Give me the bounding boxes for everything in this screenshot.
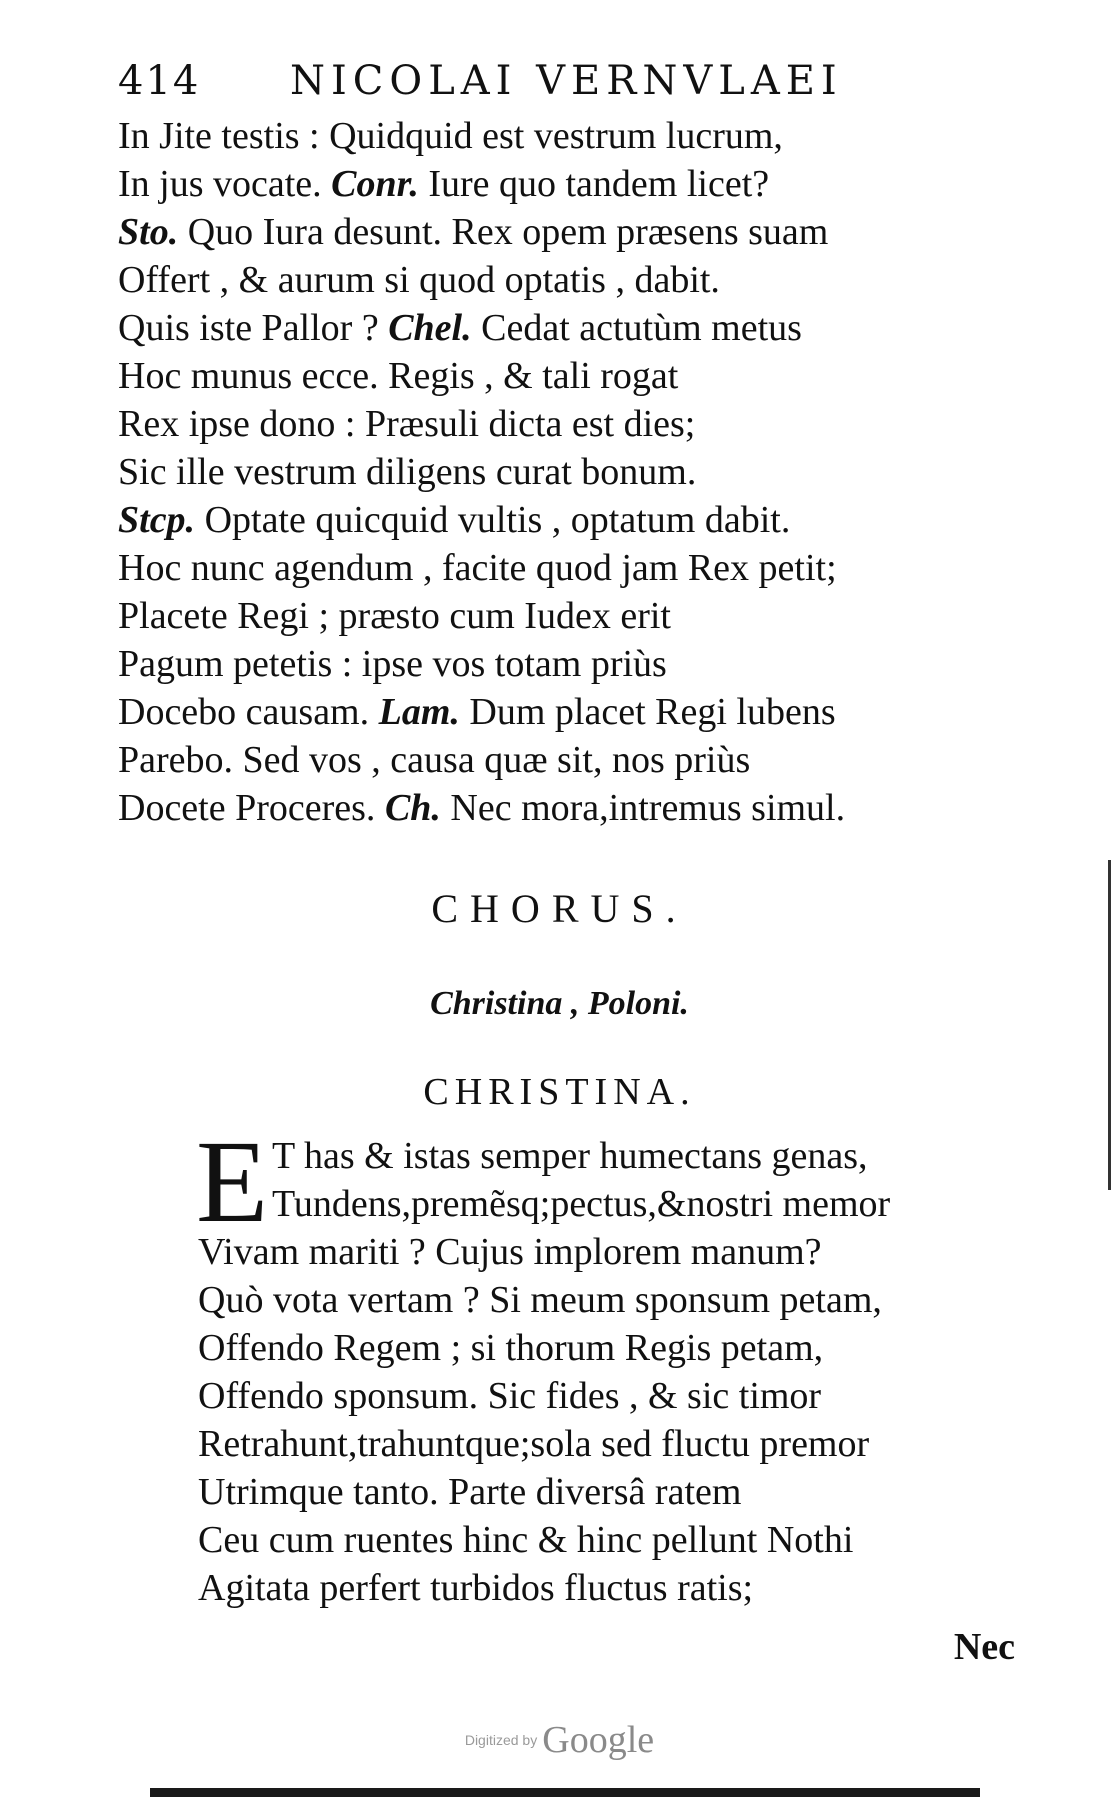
chorus-persons: Christina , Poloni. — [430, 985, 689, 1022]
page-edge-mark — [1108, 860, 1111, 1190]
watermark-prefix: Digitized by — [464, 1732, 538, 1748]
verse-line: T has & istas semper humectans genas, — [272, 1135, 868, 1177]
chorus-verse — [196, 1116, 1028, 1612]
verse-line: Docebo causam. Lam. Dum placet Regi lubens — [118, 691, 836, 733]
verse-line: Placete Regi ; præsto cum Iudex erit — [118, 595, 671, 637]
verse-line: Vivam mariti ? Cujus implorem manum? — [198, 1231, 822, 1273]
running-title: NICOLAI VERNVLAEI — [290, 58, 843, 104]
bottom-edge-rule — [150, 1788, 980, 1797]
verse-line: Quò vota vertam ? Si meum sponsum petam, — [198, 1279, 882, 1321]
speaker-label: Stcp. — [118, 499, 196, 541]
catchword: Nec — [953, 1626, 1015, 1668]
speaker-label: Sto. — [118, 211, 179, 253]
verse-line: Agitata perfert turbidos fluctus ratis; — [198, 1567, 754, 1609]
verse-line: In jus vocate. Conr. Iure quo tandem licet? — [118, 163, 770, 205]
verse-line: Offendo sponsum. Sic fides , & sic timor — [198, 1375, 822, 1417]
speaker-label: Lam. — [378, 691, 460, 733]
verse-line: Hoc nunc agendum , facite quod jam Rex petit; — [118, 547, 837, 589]
digitization-watermark — [0, 1718, 1119, 1762]
verse-line: Retrahunt,trahuntque;sola sed fluctu premor — [198, 1423, 870, 1465]
verse-line: Ceu cum ruentes hinc & hinc pellunt Nothi — [198, 1519, 854, 1561]
verse-line: Sto. Quo Iura desunt. Rex opem præsens suam — [118, 211, 829, 253]
verse-line: Utrimque tanto. Parte diversâ ratem — [198, 1471, 742, 1513]
verse-line: Offert , & aurum si quod optatis , dabit. — [118, 259, 720, 301]
verse-line: Docete Proceres. Ch. Nec mora,intremus simul. — [118, 787, 846, 829]
speaker-label: Ch. — [384, 787, 441, 829]
verse-line: Sic ille vestrum diligens curat bonum. — [118, 451, 697, 493]
verse-line: Rex ipse dono : Præsuli dicta est dies; — [118, 403, 696, 445]
verse-line: Quis iste Pallor ? Chel. Cedat actutùm metus — [118, 307, 802, 349]
page-header — [118, 58, 998, 118]
verse-line: Hoc munus ecce. Regis , & tali rogat — [118, 355, 679, 397]
speaker-label: Chel. — [388, 307, 472, 349]
verse-line: In Jite testis : Quidquid est vestrum lucrum, — [118, 115, 783, 157]
speaker-label: Conr. — [331, 163, 419, 205]
page-number: 414 — [118, 58, 201, 104]
verse-line: Parebo. Sed vos , causa quæ sit, nos priùs — [118, 739, 751, 781]
verse-line: Pagum petetis : ipse vos totam priùs — [118, 643, 667, 685]
verse-line: Stcp. Optate quicquid vultis , optatum dabit. — [118, 499, 791, 541]
google-logo: Google — [542, 1719, 655, 1761]
chorus-heading: CHORUS. — [431, 886, 688, 931]
drop-capital: E — [196, 1116, 269, 1247]
verse-line: Offendo Regem ; si thorum Regis petam, — [198, 1327, 824, 1369]
verse-line: Tundens,premẽsq;pectus,&nostri memor — [272, 1183, 891, 1225]
speaker-heading: CHRISTINA. — [423, 1071, 696, 1113]
dialogue-block — [118, 112, 1018, 832]
